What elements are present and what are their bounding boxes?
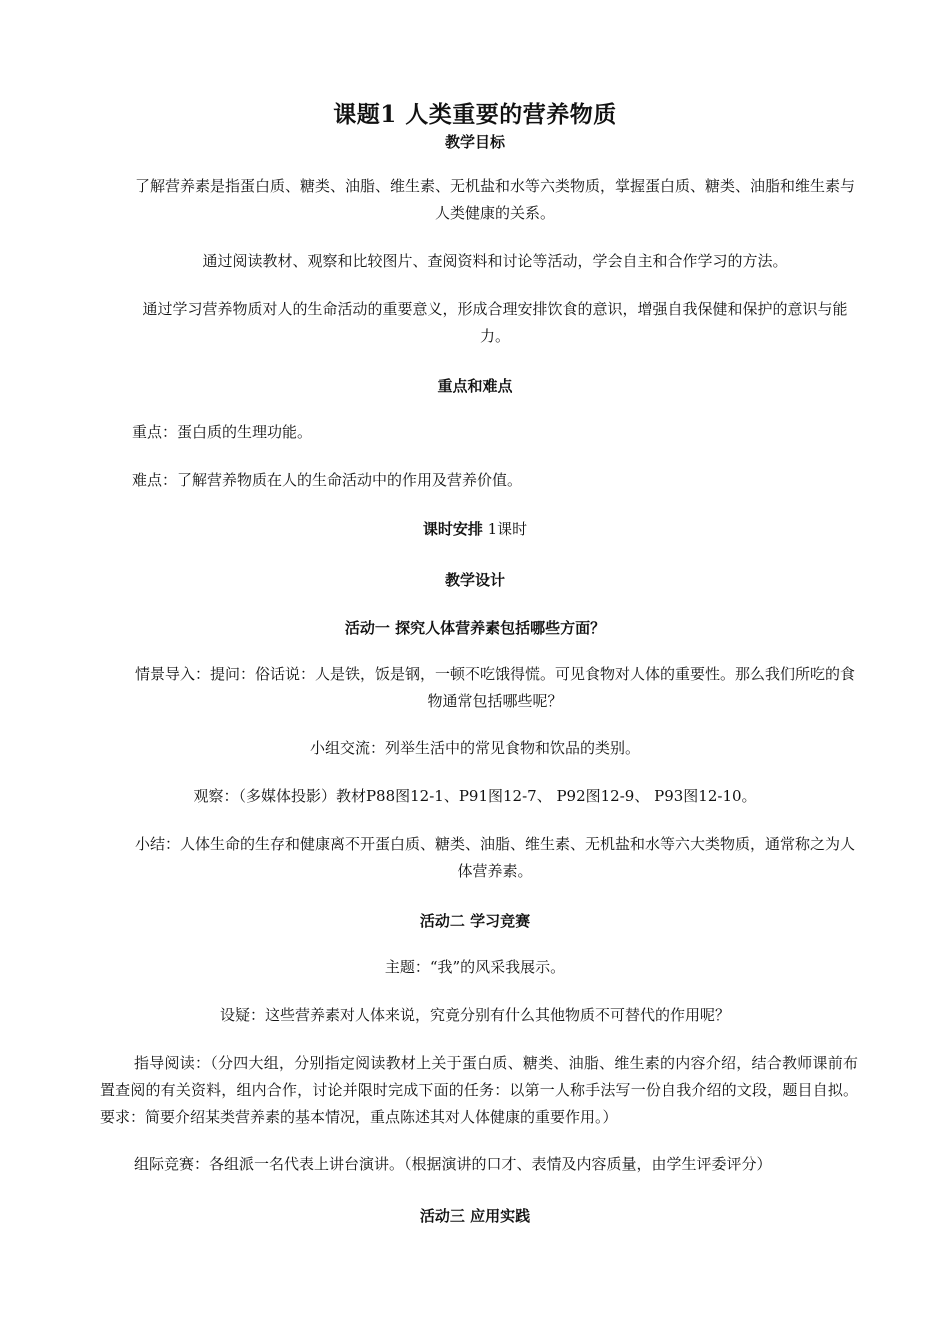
activity1-heading: 活动一 探究人体营养素包括哪些方面？ <box>344 619 606 637</box>
objective-paragraph-3: 通过学习营养物质对人的生命活动的重要意义，形成合理安排饮食的意识，增强自我保健和保护的意识与能力。 <box>142 300 848 345</box>
design-heading: 教学设计 <box>444 571 505 589</box>
activity2-contest-paragraph: 组际竞赛：各组派一名代表上讲台演讲。（根据演讲的口才、表情及内容质量，由学生评委评分） <box>134 1155 772 1173</box>
objective-paragraph-1: 了解营养素是指蛋白质、糖类、油脂、维生素、无机盐和水等六类物质，掌握蛋白质、糖类、油脂和维生素与人类健康的关系。 <box>134 177 855 222</box>
keypoints-heading: 重点和难点 <box>437 377 513 395</box>
lesson-title: 课题1 人类重要的营养物质 <box>333 101 617 128</box>
schedule-label: 课时安排 <box>422 520 483 538</box>
difficulty-paragraph: 难点：了解营养物质在人的生命活动中的作用及营养价值。 <box>132 471 523 489</box>
activity2-question-paragraph: 设疑：这些营养素对人体来说，究竟分别有什么其他物质不可替代的作用呢？ <box>219 1006 730 1024</box>
schedule-value: 1课时 <box>482 520 528 538</box>
keypoint-paragraph: 重点：蛋白质的生理功能。 <box>132 423 313 441</box>
objectives-heading: 教学目标 <box>444 133 505 151</box>
activity1-intro-paragraph: 情景导入：提问：俗话说：人是铁，饭是钢，一顿不吃饿得慌。可见食物对人体的重要性。那么我们所吃的食物通常包括哪些呢？ <box>134 665 855 710</box>
activity2-theme-paragraph: 主题：“我”的风采我展示。 <box>384 958 566 976</box>
activity3-heading: 活动三 应用实践 <box>419 1207 531 1225</box>
schedule-line <box>0 516 950 543</box>
objective-paragraph-2: 通过阅读教材、观察和比较图片、查阅资料和讨论等活动，学会自主和合作学习的方法。 <box>202 252 788 270</box>
activity2-heading: 活动二 学习竞赛 <box>419 912 531 930</box>
activity1-summary-paragraph: 小结：人体生命的生存和健康离不开蛋白质、糖类、油脂、维生素、无机盐和水等六大类物质，通常称之为人体营养素。 <box>134 835 855 880</box>
activity1-observe-paragraph: 观察：（多媒体投影）教材P88图12-1、P91图12-7、 P92图12-9、 P93图12-10。 <box>193 787 757 805</box>
activity1-group-paragraph: 小组交流：列举生活中的常见食物和饮品的类别。 <box>309 739 640 757</box>
activity2-reading-paragraph: 指导阅读：（分四大组，分别指定阅读教材上关于蛋白质、糖类、油脂、维生素的内容介绍，结合教师课前布置查阅的有关资料，组内合作，讨论并限时完成下面的任务：以第一人称手法写一份自我介绍的文段，题目自拟。要求：简要介绍某类营养素的基本情况，重点陈述其对人体健康的重要作用。） <box>100 1054 858 1126</box>
